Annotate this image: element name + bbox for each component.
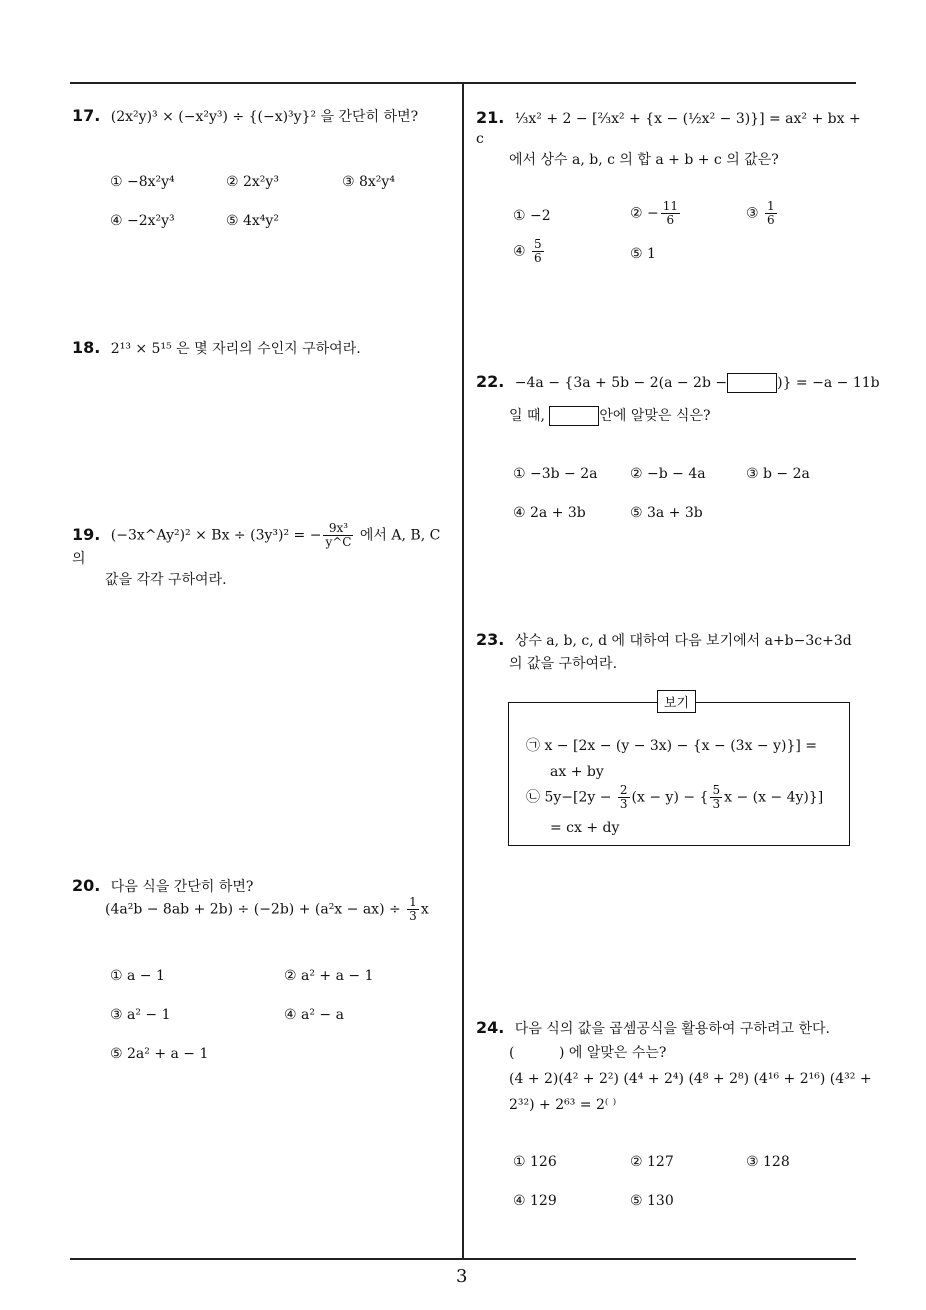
question-stem: 다음 식의 값을 곱셈공식을 활용하여 구하려고 한다. (514, 1021, 830, 1037)
option-1[interactable]: ① −3b − 2a (513, 466, 598, 482)
option-4[interactable]: ④ −2x²y³ (110, 213, 175, 229)
option-5[interactable]: ⑤ 4x⁴y² (226, 213, 279, 229)
question-stem-tail: 에서 A, B, C 의 (72, 527, 441, 568)
question-stem: (2x²y)³ × (−x²y³) ÷ {(−x)³y}² 을 간단히 하면? (110, 109, 419, 125)
question-stem-line3: (4 + 2)(4² + 2²) (4⁴ + 2⁴) (4⁸ + 2⁸) (4¹⁶ + 2¹⁶) (4³² + (509, 1071, 872, 1087)
question-17 (72, 104, 457, 127)
option-3[interactable]: ③ 8x²y⁴ (342, 174, 395, 190)
option-4[interactable]: ④ 2a + 3b (513, 505, 586, 521)
option-4[interactable]: ④ a² − a (284, 1007, 344, 1023)
option-3[interactable]: ③ b − 2a (746, 466, 810, 482)
question-20 (72, 874, 457, 897)
question-number: 19. (72, 524, 101, 544)
question-number: 22. (476, 372, 505, 391)
question-stem: 상수 a, b, c, d 에 대하여 다음 보기에서 a+b−3c+3d (514, 633, 852, 649)
fraction: $\frac{\text{9x³}}{y\^{}C}$ (325, 521, 352, 550)
question-stem-line2: ( ) 에 알맞은 수는? (509, 1045, 667, 1061)
option-5[interactable]: ⑤ 1 (630, 246, 656, 262)
question-stem: 2¹³ × 5¹⁵ 은 몇 자리의 수인지 구하여라. (110, 341, 361, 357)
answer-box (549, 406, 599, 426)
question-stem-line2: 일 때, 안에 알맞은 식은? (509, 408, 711, 424)
option-5[interactable]: ⑤ 130 (630, 1193, 674, 1209)
question-22: 22. −4a − {3a + 5b − 2(a − 2b − )} = −a − 11b (476, 372, 880, 391)
question-stem: 다음 식을 간단히 하면? (110, 879, 254, 895)
question-19 (72, 522, 457, 570)
question-number: 24. (476, 1018, 505, 1037)
example-item-1: ㉠ x − [2x − (y − 3x) − {x − (3x − y)}] = (526, 738, 818, 754)
question-stem-line2: 의 값을 구하여라. (509, 656, 618, 672)
option-2[interactable]: ② 127 (630, 1154, 674, 1170)
option-1[interactable]: ① −2 (513, 208, 551, 224)
question-number: 17. (72, 106, 101, 125)
bottom-rule (70, 1258, 856, 1260)
option-2[interactable]: ② − $\frac{11}{6}$ (630, 199, 679, 228)
option-2[interactable]: ② a² + a − 1 (284, 968, 374, 984)
question-number: 23. (476, 630, 505, 649)
option-1[interactable]: ① a − 1 (110, 968, 165, 984)
question-expression: (4a²b − 8ab + 2b) ÷ (−2b) + (a²x − ax) ÷ $\frac{1}{3}$ x (105, 895, 429, 924)
option-4[interactable]: ④ 129 (513, 1193, 557, 1209)
question-stem: ⅓x² + 2 − [⅔x² + {x − (½x² − 3)}] = ax² + bx + c (476, 111, 861, 148)
option-3[interactable]: ③ a² − 1 (110, 1007, 171, 1023)
example-box-title: 보기 (657, 690, 696, 713)
question-number: 20. (72, 876, 101, 895)
question-number: 18. (72, 338, 101, 357)
option-5[interactable]: ⑤ 3a + 3b (630, 505, 703, 521)
question-23 (476, 628, 866, 651)
example-item-2: ㉡ 5y−[2y − $\frac{2}{3}$ (x − y) − { $\frac{5}{3}$ x − (x − 4y)}] (526, 783, 824, 812)
question-stem-line2: 값을 각각 구하여라. (105, 572, 227, 588)
fraction: $\frac{1}{3}$ (409, 895, 417, 924)
option-1[interactable]: ① 126 (513, 1154, 557, 1170)
option-1[interactable]: ① −8x²y⁴ (110, 174, 175, 190)
column-divider (462, 82, 464, 1259)
option-3[interactable]: ③ $\frac{1}{6}$ (746, 199, 775, 228)
question-stem-line2: 에서 상수 a, b, c 의 합 a + b + c 의 값은? (509, 152, 779, 168)
option-2[interactable]: ② 2x²y³ (226, 174, 279, 190)
question-stem: (−3x^Ay²)² × Bx ÷ (3y³)² = − (110, 527, 322, 544)
answer-box (727, 373, 777, 393)
question-stem-line4: 2³²) + 2⁶³ = 2⁽ ⁾ (509, 1097, 617, 1113)
question-21 (476, 106, 866, 150)
option-4[interactable]: ④ $\frac{5}{6}$ (513, 237, 542, 266)
question-18 (72, 336, 457, 359)
option-2[interactable]: ② −b − 4a (630, 466, 706, 482)
example-item-2-line2: = cx + dy (550, 820, 620, 836)
page-number: 3 (456, 1266, 468, 1287)
question-number: 21. (476, 108, 505, 127)
option-3[interactable]: ③ 128 (746, 1154, 790, 1170)
option-5[interactable]: ⑤ 2a² + a − 1 (110, 1046, 209, 1062)
question-24 (476, 1016, 866, 1039)
example-item-1-line2: ax + by (550, 764, 604, 780)
